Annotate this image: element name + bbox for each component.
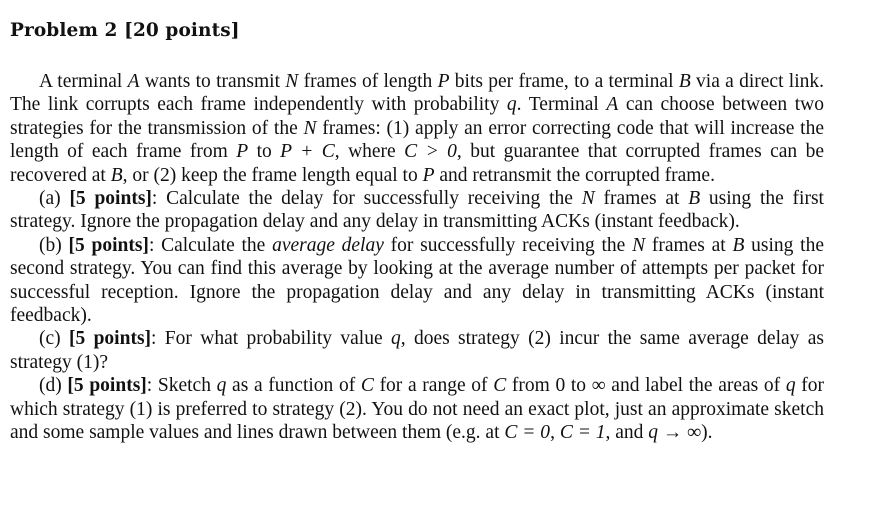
part-b-points: [5 points] (68, 234, 149, 256)
problem-body (10, 70, 824, 445)
problem-label: Problem 2 (10, 20, 118, 41)
part-d-points: [5 points] (67, 375, 147, 397)
part-b-emphasis: average delay (272, 234, 384, 256)
part-b: (b) [5 points]: Calculate the average delay for successfully receiving the N frames at B using the second strategy. You can find this average by looking at the average number of attempts per packet for successful reception. Ignore the propagation delay and any delay in transmitting ACKs (instant feedback). (10, 234, 824, 327)
part-a-points: [5 points] (69, 188, 152, 210)
problem-points: 20 points (132, 20, 231, 41)
problem-title: Problem 2 [20 points] (10, 20, 240, 41)
part-c: (c) [5 points]: For what probability value q, does strategy (2) incur the same average delay as strategy (1)? (10, 328, 824, 373)
part-d: (d) [5 points]: Sketch q as a function of C for a range of C from 0 to ∞ and label the areas of q for which strategy (1) is preferred to strategy (2). You do not need an exact plot, just an approximate sketch and some sample values and lines drawn between them (e.g. at C = 0, C = 1, and q → ∞). (10, 375, 824, 444)
part-a: (a) [5 points]: Calculate the delay for successfully receiving the N frames at B using the first strategy. Ignore the propagation delay and any delay in transmitting ACKs (instant feedback). (10, 188, 824, 233)
intro-paragraph: A terminal A wants to transmit N frames of length P bits per frame, to a terminal B via a direct link. The link corrupts each frame independently with probability q. Terminal A can choose between two strategies for the transmission of the N frames: (1) apply an error correcting code that will increase the length of each frame from P to P + C, where C > 0, but guarantee that corrupted frames can be recovered at B, or (2) keep the frame length equal to P and retransmit the corrupted frame. (10, 71, 825, 186)
problem-page (10, 14, 824, 445)
part-c-points: [5 points] (69, 328, 152, 350)
